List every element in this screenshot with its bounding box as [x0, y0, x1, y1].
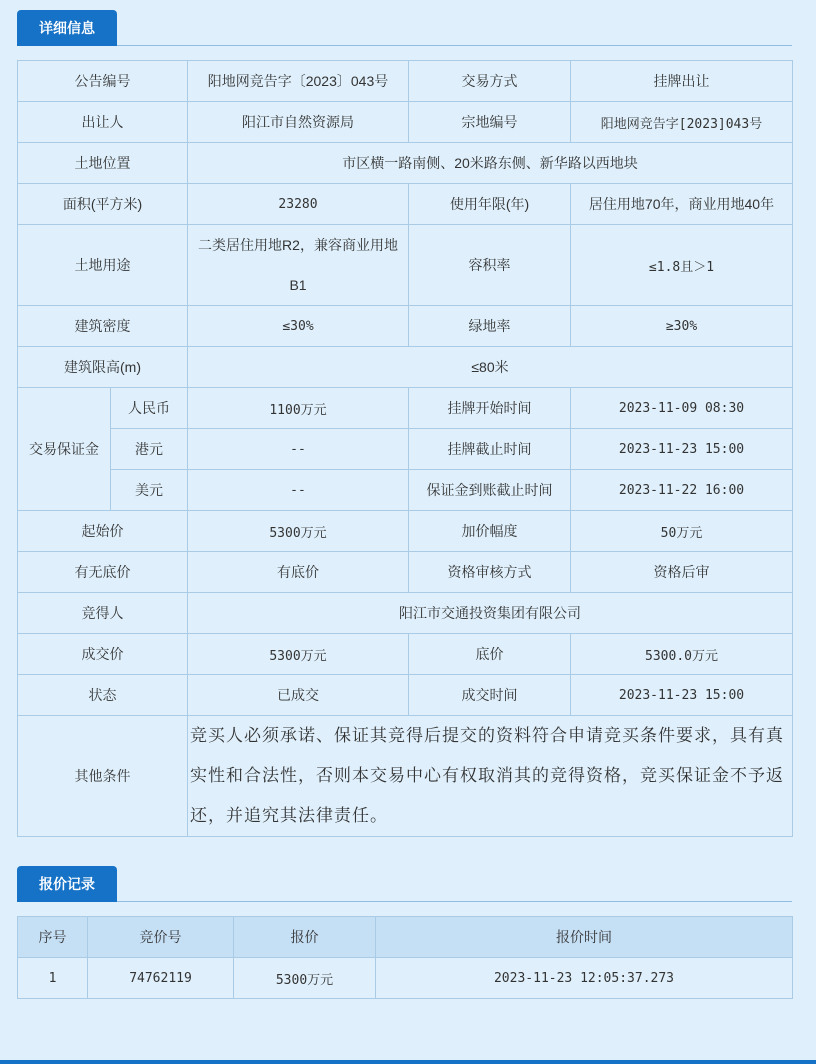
table-row [18, 716, 793, 837]
bid-header-bid-no: 竞价号 [88, 917, 234, 958]
table-row [18, 347, 793, 388]
other-label: 其他条件 [18, 716, 188, 837]
notice-no-label: 公告编号 [18, 61, 188, 102]
hkd-value: -- [188, 429, 409, 470]
term-value: 居住用地70年，商业用地40年 [571, 184, 793, 225]
status-value: 已成交 [188, 675, 409, 716]
parcel-no-label: 宗地编号 [409, 102, 571, 143]
rmb-value: 1100万元 [188, 388, 409, 429]
end-time-value: 2023-11-23 15:00 [571, 429, 793, 470]
location-label: 土地位置 [18, 143, 188, 184]
table-header-row [18, 917, 793, 958]
usd-label: 美元 [111, 470, 188, 511]
notice-no-value: 阳地网竞告字〔2023〕043号 [188, 61, 409, 102]
deal-price-value: 5300万元 [188, 634, 409, 675]
winner-label: 竞得人 [18, 593, 188, 634]
deposit-deadline-value: 2023-11-22 16:00 [571, 470, 793, 511]
parcel-no-value: 阳地网竞告字[2023]043号 [571, 102, 793, 143]
table-row [18, 388, 793, 429]
deal-price-label: 成交价 [18, 634, 188, 675]
density-label: 建筑密度 [18, 306, 188, 347]
far-value: ≤1.8且＞1 [571, 225, 793, 306]
bid-time: 2023-11-23 12:05:37.273 [376, 958, 793, 999]
footer-bar [0, 1060, 816, 1064]
bids-section-header [17, 866, 792, 902]
table-row [18, 102, 793, 143]
deposit-deadline-label: 保证金到账截止时间 [409, 470, 571, 511]
grantor-value: 阳江市自然资源局 [188, 102, 409, 143]
bid-no: 74762119 [88, 958, 234, 999]
start-price-label: 起始价 [18, 511, 188, 552]
bid-index: 1 [18, 958, 88, 999]
green-value: ≥30% [571, 306, 793, 347]
floor-price-label: 底价 [409, 634, 571, 675]
review-value: 资格后审 [571, 552, 793, 593]
usd-value: -- [188, 470, 409, 511]
trade-mode-label: 交易方式 [409, 61, 571, 102]
start-price-value: 5300万元 [188, 511, 409, 552]
table-row [18, 634, 793, 675]
increment-value: 50万元 [571, 511, 793, 552]
end-time-label: 挂牌截止时间 [409, 429, 571, 470]
table-row [18, 143, 793, 184]
use-label: 土地用途 [18, 225, 188, 306]
height-label: 建筑限高(m) [18, 347, 188, 388]
trade-mode-value: 挂牌出让 [571, 61, 793, 102]
table-row [18, 429, 793, 470]
reserve-value: 有底价 [188, 552, 409, 593]
table-row [18, 552, 793, 593]
floor-price-value: 5300.0万元 [571, 634, 793, 675]
grantor-label: 出让人 [18, 102, 188, 143]
table-row [18, 511, 793, 552]
deal-time-label: 成交时间 [409, 675, 571, 716]
table-row [18, 184, 793, 225]
bid-table [17, 916, 793, 999]
bid-price: 5300万元 [234, 958, 376, 999]
rmb-label: 人民币 [111, 388, 188, 429]
table-row [18, 958, 793, 999]
detail-table [17, 60, 793, 837]
use-value: 二类居住用地R2，兼容商业用地B1 [188, 225, 409, 306]
other-value: 竞买人必须承诺、保证其竞得后提交的资料符合申请竞买条件要求，具有真实性和合法性，否则本交易中心有权取消其的竞得资格，竞买保证金不予返还，并追究其法律责任。 [188, 716, 793, 837]
increment-label: 加价幅度 [409, 511, 571, 552]
table-row [18, 470, 793, 511]
bids-tab[interactable]: 报价记录 [17, 866, 117, 902]
table-row [18, 225, 793, 306]
bid-header-index: 序号 [18, 917, 88, 958]
term-label: 使用年限(年) [409, 184, 571, 225]
height-value: ≤80米 [188, 347, 793, 388]
status-label: 状态 [18, 675, 188, 716]
reserve-label: 有无底价 [18, 552, 188, 593]
bid-header-price: 报价 [234, 917, 376, 958]
area-label: 面积(平方米) [18, 184, 188, 225]
far-label: 容积率 [409, 225, 571, 306]
review-label: 资格审核方式 [409, 552, 571, 593]
bid-header-time: 报价时间 [376, 917, 793, 958]
deposit-label: 交易保证金 [18, 388, 111, 511]
start-time-value: 2023-11-09 08:30 [571, 388, 793, 429]
green-label: 绿地率 [409, 306, 571, 347]
winner-value: 阳江市交通投资集团有限公司 [188, 593, 793, 634]
table-row [18, 61, 793, 102]
location-value: 市区横一路南侧、20米路东侧、新华路以西地块 [188, 143, 793, 184]
detail-section-header [17, 10, 792, 46]
start-time-label: 挂牌开始时间 [409, 388, 571, 429]
table-row [18, 675, 793, 716]
hkd-label: 港元 [111, 429, 188, 470]
detail-tab[interactable]: 详细信息 [17, 10, 117, 46]
density-value: ≤30% [188, 306, 409, 347]
deal-time-value: 2023-11-23 15:00 [571, 675, 793, 716]
area-value: 23280 [188, 184, 409, 225]
table-row [18, 593, 793, 634]
table-row [18, 306, 793, 347]
